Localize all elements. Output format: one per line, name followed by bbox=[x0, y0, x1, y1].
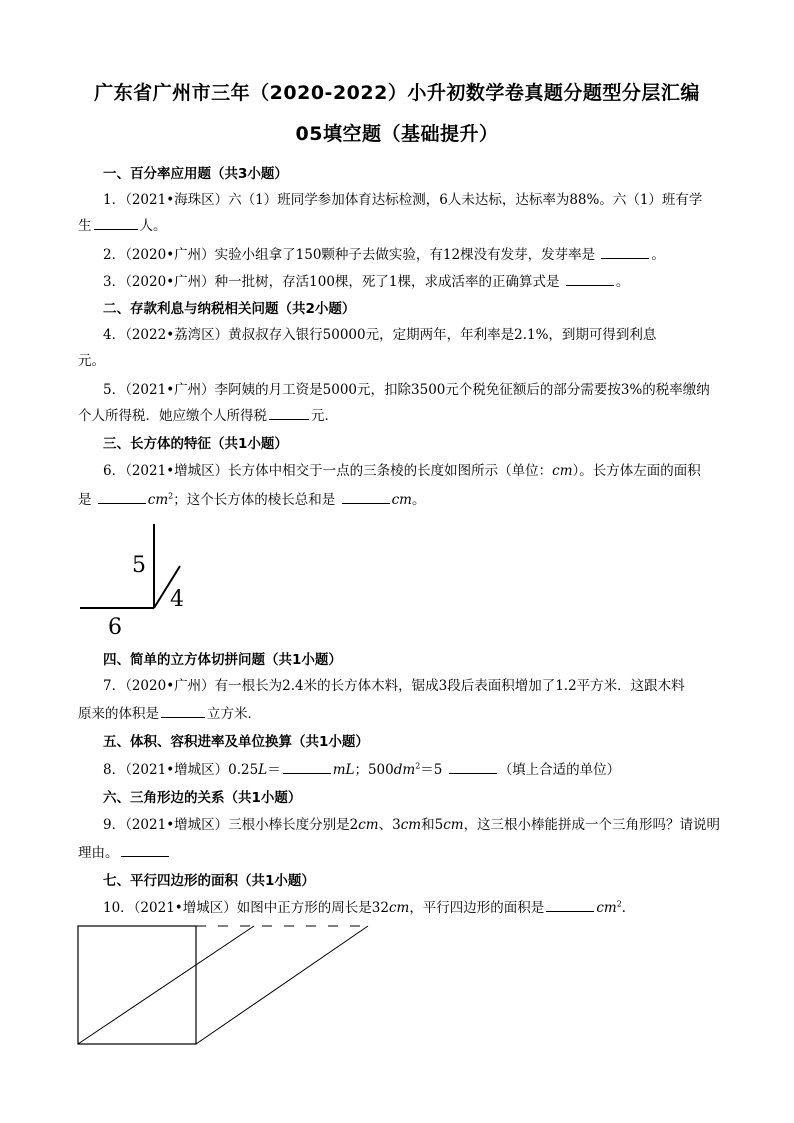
section-heading-6: 六、三角形边的关系（共1小题） bbox=[103, 790, 302, 806]
section-heading-4: 四、简单的立方体切拼问题（共1小题） bbox=[103, 652, 342, 668]
question-7-cont: 原来的体积是 立方米． bbox=[78, 702, 261, 722]
question-9: 9．（2021•增城区）三根小棒长度分别是2cm、3cm和5cm，这三根小棒能拼成一个三角形吗？请说明 bbox=[103, 817, 721, 833]
answer-blank[interactable] bbox=[449, 759, 497, 774]
question-4: 4．（2022•荔湾区）黄叔叔存入银行50000元，定期两年，年利率是2.1%，到期可得到利息 bbox=[103, 327, 657, 343]
question-6: 6．（2021•增城区）长方体中相交于一点的三条棱的长度如图所示（单位：cm）。长方体左面的面积 bbox=[103, 463, 701, 479]
question-1-cont: 生 人。 bbox=[78, 214, 167, 234]
answer-blank[interactable] bbox=[269, 405, 309, 420]
section-heading-5: 五、体积、容积进率及单位换算（共1小题） bbox=[103, 734, 369, 750]
page-subtitle: 05填空题（基础提升） bbox=[295, 123, 499, 145]
edge-label-4: 4 bbox=[170, 587, 184, 612]
page-title: 广东省广州市三年（2020-2022）小升初数学卷真题分题型分层汇编 bbox=[94, 82, 700, 104]
answer-blank[interactable] bbox=[342, 489, 390, 504]
section-heading-1: 一、百分率应用题（共3小题） bbox=[103, 166, 288, 182]
question-5-cont: 个人所得税．她应缴个人所得税 元． bbox=[78, 404, 338, 424]
answer-blank[interactable] bbox=[601, 244, 649, 259]
question-2: 2．（2020•广州）实验小组拿了150颗种子去做实验，有12棵没有发芽，发芽率是 。 bbox=[103, 243, 665, 263]
answer-blank[interactable] bbox=[546, 897, 594, 912]
answer-blank[interactable] bbox=[121, 842, 169, 857]
section-heading-2: 二、存款利息与纳税相关问题（共2小题） bbox=[103, 301, 356, 317]
answer-blank[interactable] bbox=[161, 703, 205, 718]
square-parallelogram-figure bbox=[76, 922, 376, 1072]
cuboid-edges-figure bbox=[76, 516, 216, 640]
edge-label-5: 5 bbox=[132, 553, 146, 578]
question-3: 3．（2020•广州）种一批树，存活100棵，死了1棵，求成活率的正确算式是 。 bbox=[103, 270, 629, 290]
section-heading-7: 七、平行四边形的面积（共1小题） bbox=[103, 873, 315, 889]
question-6-cont: 是 $cm^2$；这个长方体的棱长总和是 cm。 bbox=[78, 488, 425, 508]
question-1: 1．（2021•海珠区）六（1）班同学参加体育达标检测，6人未达标，达标率为88%。六（1）班有学 bbox=[103, 192, 703, 208]
edge-label-6: 6 bbox=[108, 615, 122, 640]
question-8: 8．（2021•增城区）0.25L＝ mL；$500dm^2=5$ （填上合适的单位） bbox=[103, 758, 620, 778]
question-4-cont: 元。 bbox=[78, 353, 105, 369]
question-9-cont: 理由。 bbox=[78, 841, 171, 861]
answer-blank[interactable] bbox=[566, 271, 614, 286]
question-10: 10．（2021•增城区）如图中正方形的周长是32cm，平行四边形的面积是 $cm^2$． bbox=[103, 896, 635, 916]
section-heading-3: 三、长方体的特征（共1小题） bbox=[103, 436, 288, 452]
answer-blank[interactable] bbox=[98, 489, 146, 504]
question-7: 7．（2020•广州）有一根长为2.4米的长方体木料，锯成3段后表面积增加了1.2平方米．这跟木料 bbox=[103, 678, 685, 694]
question-5: 5．（2021•广州）李阿姨的月工资是5000元，扣除3500元个税免征额后的部分需要按3%的税率缴纳 bbox=[103, 382, 710, 398]
answer-blank[interactable] bbox=[94, 215, 138, 230]
answer-blank[interactable] bbox=[283, 759, 331, 774]
